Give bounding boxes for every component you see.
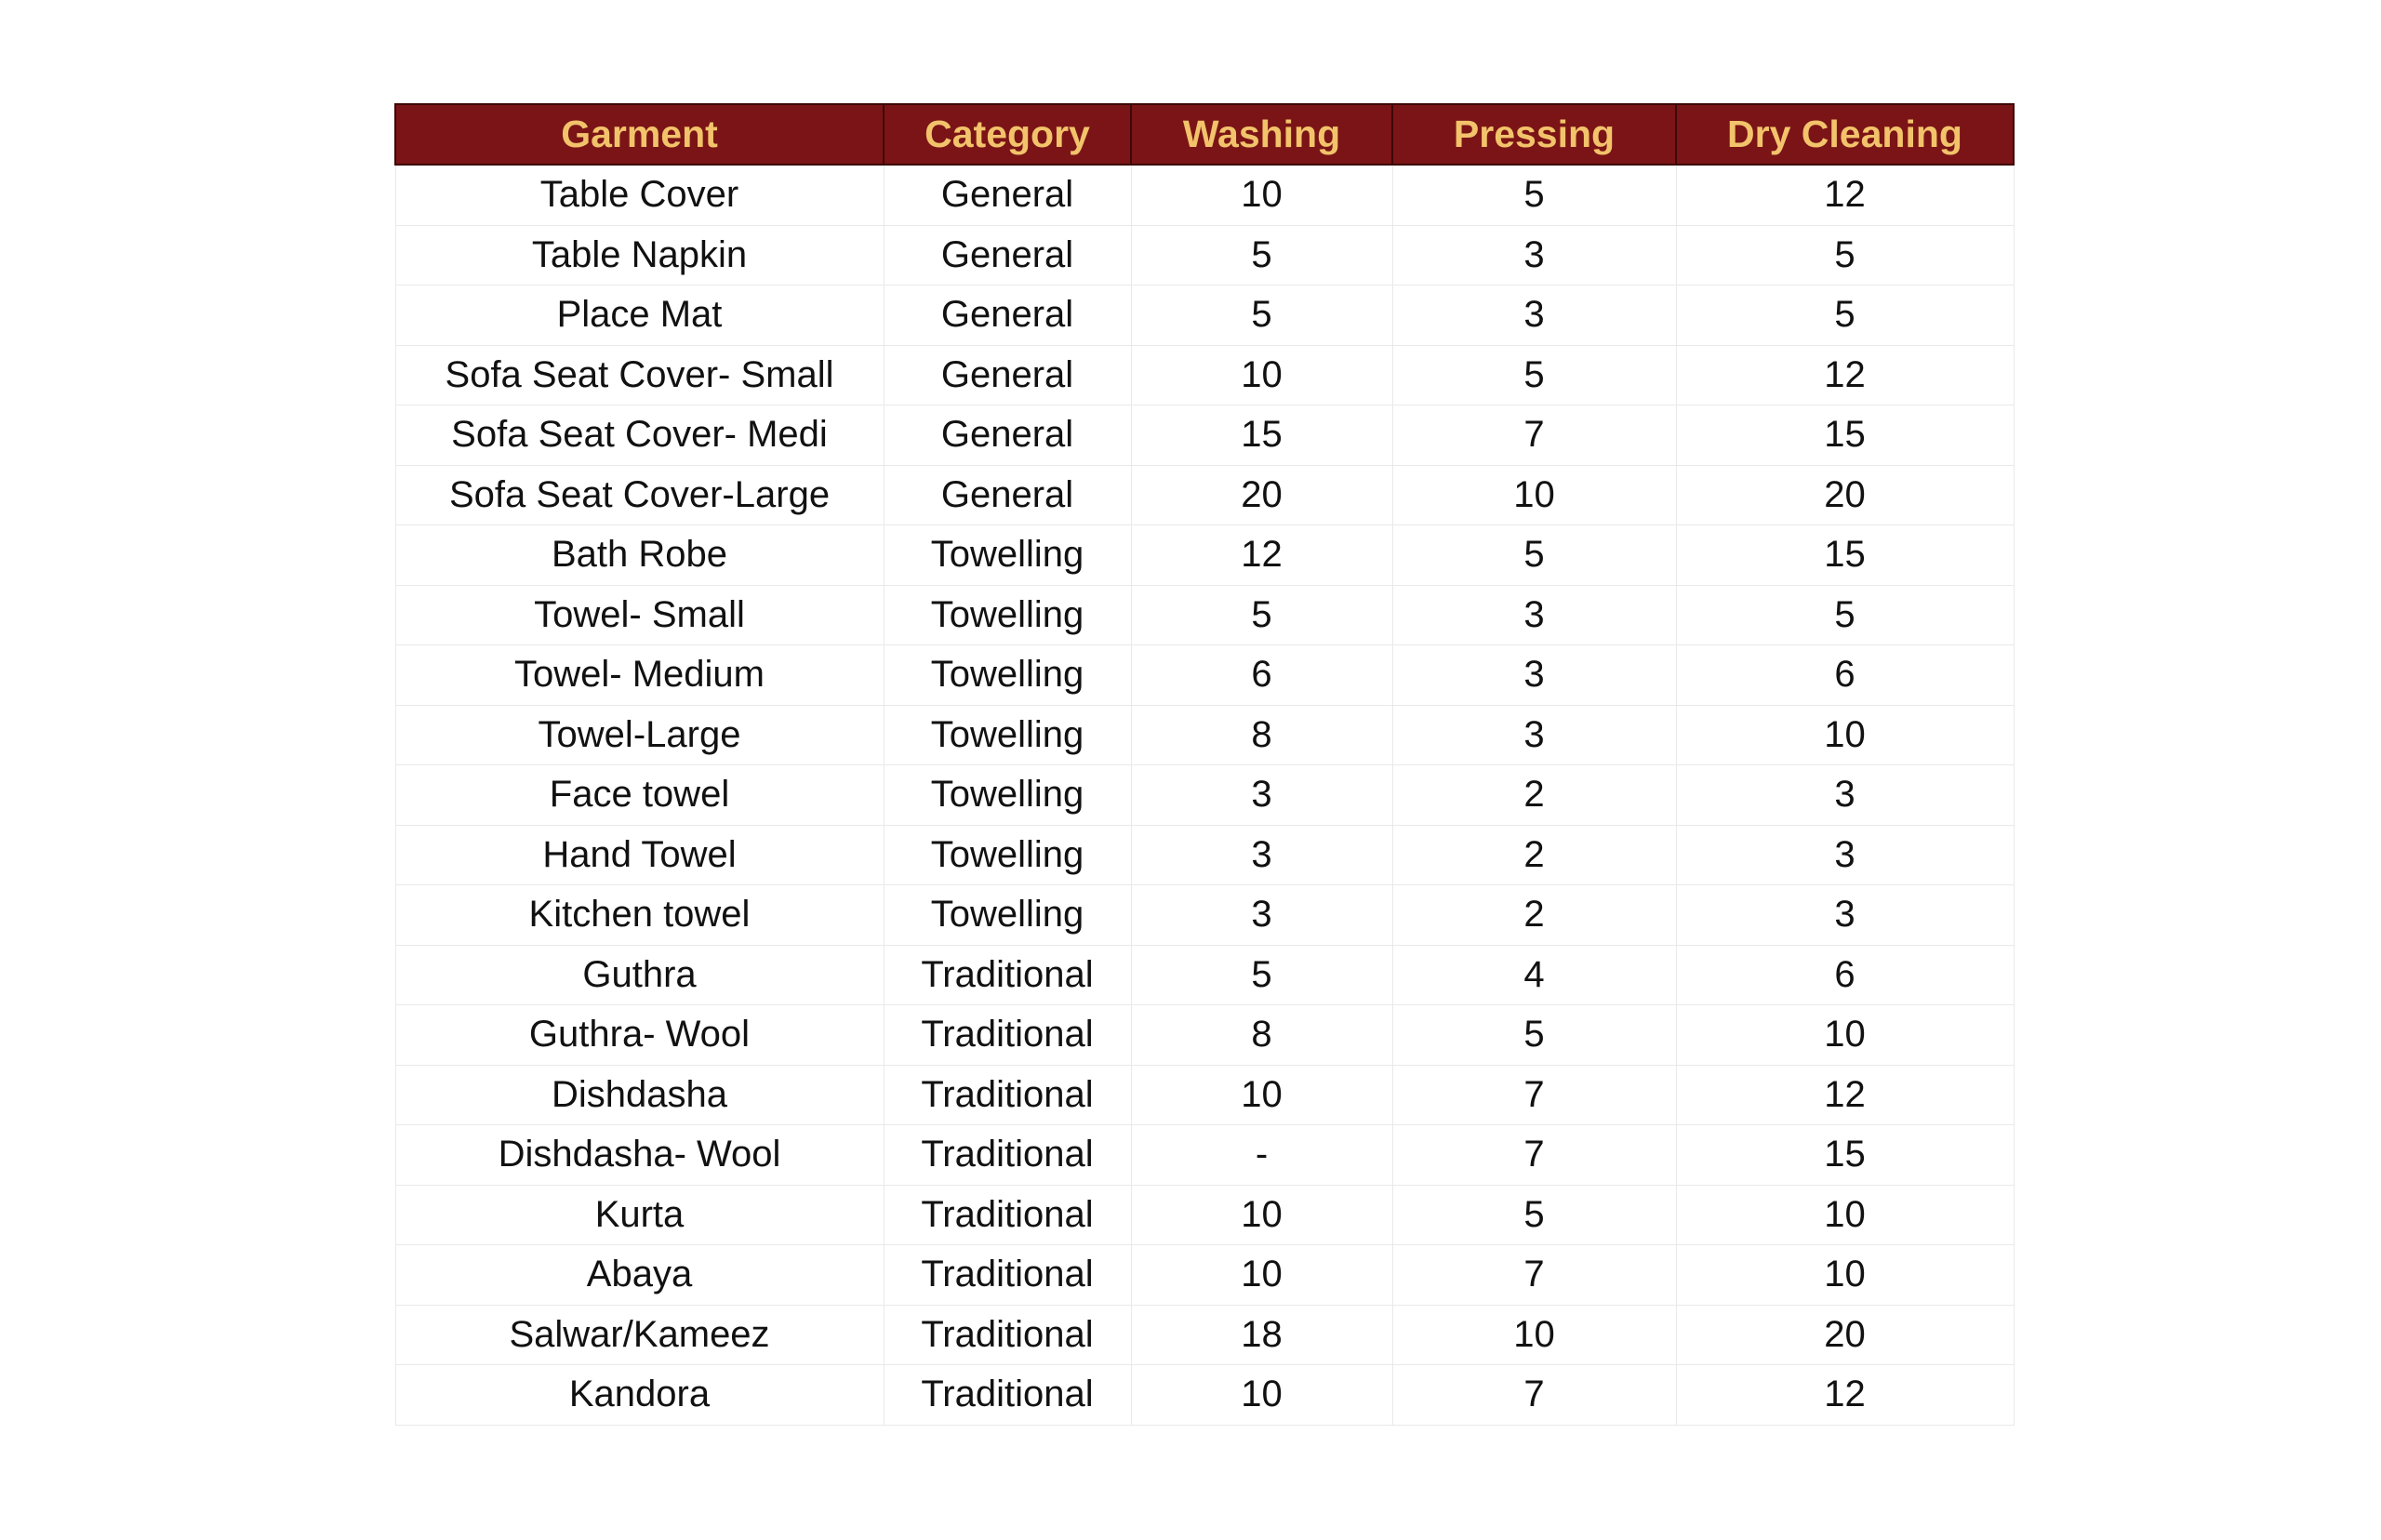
cell-category: General: [884, 465, 1131, 525]
table-body: [395, 165, 2014, 1425]
cell-garment: Face towel: [395, 765, 884, 826]
cell-category: Traditional: [884, 1365, 1131, 1426]
table-row: [395, 1125, 2014, 1186]
cell-category: General: [884, 285, 1131, 346]
table-row: [395, 225, 2014, 285]
cell-washing: 3: [1131, 885, 1392, 946]
table-row: [395, 1065, 2014, 1125]
cell-dry-cleaning: 15: [1676, 1125, 2014, 1186]
cell-category: Towelling: [884, 765, 1131, 826]
header-washing: Washing: [1131, 104, 1392, 165]
cell-pressing: 7: [1392, 1365, 1676, 1426]
cell-category: Towelling: [884, 525, 1131, 586]
header-garment: Garment: [395, 104, 884, 165]
cell-garment: Table Napkin: [395, 225, 884, 285]
table-header: [395, 104, 2014, 165]
cell-garment: Abaya: [395, 1245, 884, 1306]
cell-washing: 10: [1131, 165, 1392, 225]
cell-washing: -: [1131, 1125, 1392, 1186]
cell-pressing: 7: [1392, 1125, 1676, 1186]
cell-category: General: [884, 165, 1131, 225]
cell-washing: 8: [1131, 1005, 1392, 1066]
cell-garment: Place Mat: [395, 285, 884, 346]
cell-pressing: 3: [1392, 645, 1676, 706]
table-row: [395, 1365, 2014, 1426]
table-row: [395, 825, 2014, 885]
cell-garment: Salwar/Kameez: [395, 1305, 884, 1365]
table-row: [395, 945, 2014, 1005]
cell-dry-cleaning: 6: [1676, 645, 2014, 706]
cell-dry-cleaning: 12: [1676, 165, 2014, 225]
cell-pressing: 5: [1392, 165, 1676, 225]
cell-dry-cleaning: 5: [1676, 285, 2014, 346]
cell-dry-cleaning: 5: [1676, 225, 2014, 285]
cell-category: Towelling: [884, 585, 1131, 645]
cell-category: General: [884, 225, 1131, 285]
cell-washing: 18: [1131, 1305, 1392, 1365]
cell-pressing: 5: [1392, 1185, 1676, 1245]
cell-category: Towelling: [884, 645, 1131, 706]
cell-dry-cleaning: 3: [1676, 825, 2014, 885]
table-row: [395, 165, 2014, 225]
cell-washing: 5: [1131, 285, 1392, 346]
table-row: [395, 285, 2014, 346]
cell-garment: Kurta: [395, 1185, 884, 1245]
cell-garment: Sofa Seat Cover- Small: [395, 345, 884, 405]
cell-category: Towelling: [884, 825, 1131, 885]
cell-pressing: 3: [1392, 705, 1676, 765]
cell-dry-cleaning: 12: [1676, 1065, 2014, 1125]
cell-category: General: [884, 405, 1131, 466]
cell-garment: Table Cover: [395, 165, 884, 225]
cell-washing: 10: [1131, 1245, 1392, 1306]
cell-category: Traditional: [884, 1125, 1131, 1186]
cell-washing: 15: [1131, 405, 1392, 466]
cell-dry-cleaning: 10: [1676, 705, 2014, 765]
laundry-price-table: [394, 103, 2015, 1426]
cell-washing: 3: [1131, 825, 1392, 885]
table-row: [395, 705, 2014, 765]
cell-garment: Kandora: [395, 1365, 884, 1426]
header-row: [395, 104, 2014, 165]
cell-pressing: 10: [1392, 1305, 1676, 1365]
header-category: Category: [884, 104, 1131, 165]
cell-category: Traditional: [884, 945, 1131, 1005]
cell-dry-cleaning: 10: [1676, 1005, 2014, 1066]
cell-dry-cleaning: 3: [1676, 885, 2014, 946]
cell-garment: Guthra: [395, 945, 884, 1005]
cell-washing: 5: [1131, 585, 1392, 645]
cell-dry-cleaning: 15: [1676, 525, 2014, 586]
cell-pressing: 2: [1392, 825, 1676, 885]
cell-pressing: 10: [1392, 465, 1676, 525]
cell-washing: 12: [1131, 525, 1392, 586]
cell-washing: 5: [1131, 945, 1392, 1005]
cell-dry-cleaning: 10: [1676, 1245, 2014, 1306]
table-row: [395, 1005, 2014, 1066]
cell-garment: Kitchen towel: [395, 885, 884, 946]
cell-garment: Towel- Medium: [395, 645, 884, 706]
cell-garment: Dishdasha- Wool: [395, 1125, 884, 1186]
table-row: [395, 585, 2014, 645]
table-row: [395, 1305, 2014, 1365]
cell-pressing: 5: [1392, 1005, 1676, 1066]
header-pressing: Pressing: [1392, 104, 1676, 165]
cell-pressing: 4: [1392, 945, 1676, 1005]
cell-pressing: 3: [1392, 585, 1676, 645]
table-row: [395, 1245, 2014, 1306]
cell-garment: Bath Robe: [395, 525, 884, 586]
cell-category: Traditional: [884, 1305, 1131, 1365]
cell-pressing: 5: [1392, 345, 1676, 405]
cell-category: Towelling: [884, 885, 1131, 946]
cell-category: Towelling: [884, 705, 1131, 765]
cell-washing: 20: [1131, 465, 1392, 525]
table-row: [395, 525, 2014, 586]
cell-pressing: 7: [1392, 1065, 1676, 1125]
cell-garment: Dishdasha: [395, 1065, 884, 1125]
table-row: [395, 465, 2014, 525]
cell-dry-cleaning: 5: [1676, 585, 2014, 645]
header-dry-cleaning: Dry Cleaning: [1676, 104, 2014, 165]
cell-garment: Towel-Large: [395, 705, 884, 765]
table-row: [395, 765, 2014, 826]
cell-dry-cleaning: 3: [1676, 765, 2014, 826]
cell-washing: 10: [1131, 1365, 1392, 1426]
cell-dry-cleaning: 12: [1676, 345, 2014, 405]
table-row: [395, 405, 2014, 466]
cell-dry-cleaning: 6: [1676, 945, 2014, 1005]
cell-washing: 3: [1131, 765, 1392, 826]
cell-garment: Towel- Small: [395, 585, 884, 645]
cell-dry-cleaning: 12: [1676, 1365, 2014, 1426]
cell-pressing: 2: [1392, 885, 1676, 946]
cell-pressing: 7: [1392, 405, 1676, 466]
cell-washing: 10: [1131, 1065, 1392, 1125]
cell-washing: 8: [1131, 705, 1392, 765]
cell-garment: Sofa Seat Cover- Medi: [395, 405, 884, 466]
table-row: [395, 1185, 2014, 1245]
cell-garment: Guthra- Wool: [395, 1005, 884, 1066]
cell-washing: 10: [1131, 345, 1392, 405]
cell-category: Traditional: [884, 1185, 1131, 1245]
cell-category: Traditional: [884, 1065, 1131, 1125]
cell-pressing: 3: [1392, 285, 1676, 346]
cell-garment: Hand Towel: [395, 825, 884, 885]
cell-dry-cleaning: 20: [1676, 1305, 2014, 1365]
cell-category: Traditional: [884, 1005, 1131, 1066]
cell-pressing: 2: [1392, 765, 1676, 826]
cell-washing: 6: [1131, 645, 1392, 706]
table-row: [395, 345, 2014, 405]
cell-dry-cleaning: 20: [1676, 465, 2014, 525]
cell-dry-cleaning: 15: [1676, 405, 2014, 466]
cell-washing: 10: [1131, 1185, 1392, 1245]
cell-category: General: [884, 345, 1131, 405]
cell-dry-cleaning: 10: [1676, 1185, 2014, 1245]
table-row: [395, 885, 2014, 946]
cell-pressing: 5: [1392, 525, 1676, 586]
cell-category: Traditional: [884, 1245, 1131, 1306]
cell-garment: Sofa Seat Cover-Large: [395, 465, 884, 525]
cell-pressing: 7: [1392, 1245, 1676, 1306]
table-row: [395, 645, 2014, 706]
cell-pressing: 3: [1392, 225, 1676, 285]
cell-washing: 5: [1131, 225, 1392, 285]
